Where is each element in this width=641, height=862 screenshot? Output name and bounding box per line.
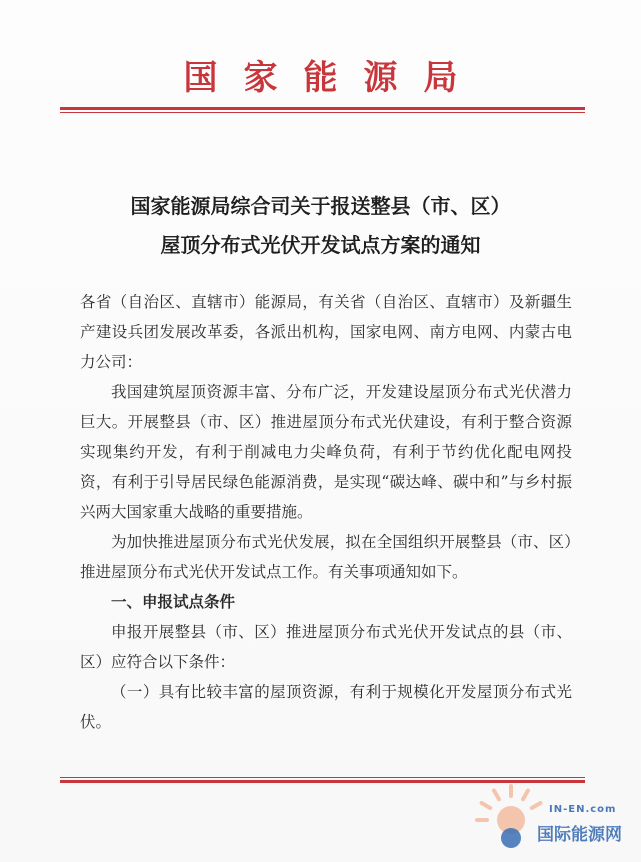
paragraph-conditions-intro: 申报开展整县（市、区）推进屋顶分布式光伏开发试点的县（市、区）应符合以下条件：: [80, 623, 572, 671]
paragraph-condition-1: （一）具有比较丰富的屋顶资源，有利于规模化开发屋顶分布式光伏。: [80, 683, 572, 731]
document-title-line1: 国家能源局综合司关于报送整县（市、区）: [130, 194, 511, 218]
recipients-paragraph: 各省（自治区、直辖市）能源局，有关省（自治区、直辖市）及新疆生产建设兵团发展改革委，各派出机构，国家电网、南方电网、内蒙古电力公司：: [80, 293, 572, 371]
letterhead-agency-name: 国家能源局: [183, 58, 484, 98]
paragraph-purpose: 为加快推进屋顶分布式光伏发展，拟在全国组织开展整县（市、区）推进屋顶分布式光伏开发试点工作。有关事项通知如下。: [80, 533, 572, 581]
watermark-name: 国际能源网: [537, 825, 622, 845]
footer-red-rule-thin: [60, 777, 585, 778]
sun-logo-icon: [473, 780, 543, 850]
document-body: [80, 287, 572, 737]
section-heading-conditions: 一、申报试点条件: [111, 592, 236, 611]
source-watermark: [473, 780, 633, 852]
document-title-line2: 屋顶分布式光伏开发试点方案的通知: [160, 233, 481, 257]
letterhead-red-rule-thin: [60, 112, 585, 113]
paragraph-background: 我国建筑屋顶资源丰富、分布广泛，开发建设屋顶分布式光伏潜力巨大。开展整县（市、区）推进屋顶分布式光伏建设，有利于整合资源实现集约开发，有利于削减电力尖峰负荷，有利于节约优化配电网投资，有利于引导居民绿色能源消费，是实现“碳达峰、碳中和”与乡村振兴两大国家重大战略的重要措施。: [80, 383, 572, 521]
letterhead-red-rule-thick: [60, 107, 585, 110]
watermark-domain: IN-EN.com: [549, 804, 617, 815]
